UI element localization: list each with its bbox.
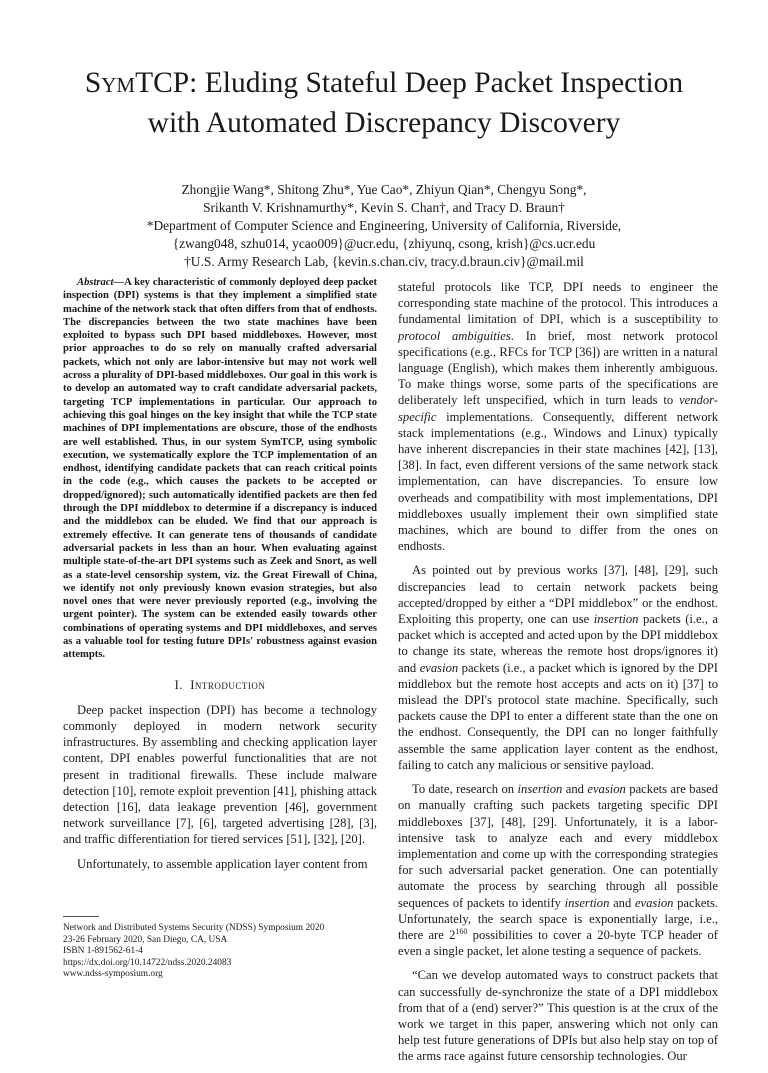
abstract-text: —A key characteristic of commonly deployed deep packet inspection (DPI) systems is that they implement a simplified state machine of the network stack that often differs from that of endhosts. The discrepancies between the two state machines have been exploited to bypass such DPI based middleboxes. However, most prior approaches to do so rely on manually crafted adversarial packets, which not only are labor-intensive but may not work well across a plurality of DPI-based middleboxes. Our goal in this work is to develop an automated way to craft candidate adversarial packets, targeting TCP implementations in particular. Our approach to achieving this goal hinges on the key insight that while the TCP state machines of DPI implementations are obscure, those of the endhosts are well established. Thus, in our system SymTCP, using symbolic execution, we systematically explore the TCP implementation of an endhost, identifying candidate packets that can reach critical points in the code (e.g., which causes the packets to be accepted or dropped/ignored); such automatically identified packets are then fed through the DPI middlebox to determine if a discrepancy is induced and the middlebox can be eluded. We find that our approach is extremely effective. It can generate tens of thousands of candidate adversarial packets in less than an hour. When evaluating against multiple state-of-the-art DPI systems such as Zeek and Snort, as well as a state-level censorship system, viz. the Great Firewall of China, we identify not only previously known evasion strategies, but also novel ones that were never previously reported (e.g., involving the urgent pointer). The system can be extended easily towards other combinations of operating systems and DPI middleboxes, and serves as a valuable tool for testing future DPIs' robustness against evasion attempts. xyxy=(63,277,377,661)
right-paragraph-4: “Can we develop automated ways to construct packets that can successfully de-synchronize the state of a DPI middlebox from that of a (end) server?” This question is at the crux of the work we target in this paper, answering which not only can help test future generations of DPIs but also help stay on top of the arms race against future censorship technologies. Our xyxy=(398,968,718,1064)
authors-line1: Zhongjie Wang*, Shitong Zhu*, Yue Cao*, Zhiyun Qian*, Chengyu Song*, xyxy=(181,182,587,197)
emph-vendor-specific: vendor-specific xyxy=(398,393,718,424)
abstract xyxy=(63,276,377,662)
left-column xyxy=(63,276,377,880)
title-line2: with Automated Discrepancy Discovery xyxy=(147,107,621,139)
affiliation-line1: *Department of Computer Science and Engineering, University of California, Riverside, xyxy=(146,218,622,233)
authors-line2: Srikanth V. Krishnamurthy*, Kevin S. Chan†, and Tracy D. Braun† xyxy=(203,200,565,215)
title-prefix: Sym xyxy=(84,67,136,99)
right-paragraph-1: stateful protocols like TCP, DPI needs to engineer the corresponding state machine of the protocol. This introduces a fundamental limitation of DPI, which is a susceptibility to protocol ambiguities. In brief, most network protocol specifications (e.g., RFCs for TCP [36]) are written in a natural language (English), which makes them inherently ambiguous. To make things worse, some parts of the specifications are deliberately left unspecified, which in turn leads to vendor-specific implementations. Consequently, different network stack implementations (e.g., Windows and Linux) typically have inherent discrepancies in their state machines [42], [13], [38]. In fact, even different versions of the same network stack implementation, can have discrepancies. To ensure low overheads and compatibility with most implementations, DPI middleboxes usually implement their own simplified state machines, which are bound to differ from the ones on endhosts. xyxy=(398,280,718,554)
emph-insertion: insertion xyxy=(593,612,639,627)
footer-note xyxy=(63,923,377,981)
right-paragraph-2: As pointed out by previous works [37], [48], [29], such discrepancies lead to certain network packets being accepted/dropped by either a “DPI middlebox” or the endhost. Exploiting this property, one can use insertion packets (i.e., a packet which is accepted and acted upon by the DPI middlebox to change its state, whereas the remote host drops/ignores it) and evasion packets (i.e., a packet which is ignored by the DPI middlebox but the remote host accepts and acts on it) [37] to mislead the DPI's protocol state machine. Specifically, such packets cause the DPI to enter a different state than the one on the endhost. Consequently, the DPI can no longer faithfully assemble the same application layer content as the endhost, failing to catch any malicious or sensitive payload. xyxy=(398,563,719,772)
emph-protocol-ambiguities: protocol ambiguities xyxy=(398,328,511,343)
section-heading-introduction xyxy=(63,677,377,693)
author-block xyxy=(30,181,738,271)
footer-website-link[interactable]: www.ndss-symposium.org xyxy=(63,969,163,980)
footer-line1: Network and Distributed Systems Security (NDSS) Symposium 2020 xyxy=(63,923,325,933)
affiliation-line3: †U.S. Army Research Lab, {kevin.s.chan.civ, tracy.d.braun.civ}@mail.mil xyxy=(184,254,584,269)
emph-evasion: evasion xyxy=(419,660,459,675)
title-rest: TCP: Eluding Stateful Deep Packet Inspection xyxy=(135,67,684,99)
right-column xyxy=(398,279,718,1073)
section-title: Introduction xyxy=(190,677,266,692)
affiliation-line2: {zwang048, szhu014, ycao009}@ucr.edu, {zhiyunq, csong, krish}@cs.ucr.edu xyxy=(172,236,596,251)
footer-rule xyxy=(63,916,99,917)
right-paragraph-3: To date, research on insertion and evasion packets are based on manually crafting such packets targeting specific DPI middleboxes [37], [48], [29]. Unfortunately, it is a labor-intensive task to analyze each and every middlebox implementation and come up with the corresponding strategies for such adversarial packet generation. One can potentially automate the process by searching through all possible sequences of packets to identify insertion and evasion packets. Unfortunately, the search space is exponentially large, i.e., there are $2^{160}$ possibilities to cover a 20-byte TCP header of even a single packet, let alone testing a sequence of packets. xyxy=(398,782,719,959)
section-number: I. xyxy=(174,677,183,692)
intro-paragraph-1: Deep packet inspection (DPI) has become a technology commonly deployed in modern network security infrastructures. By assembling and checking application layer content, DPI enables powerful functionalities that are not present in traditional firewalls. These include malware detection [10], remote exploit prevention [41], phishing attack detection [16], data leakage prevention [46], government network surveillance [7], [6], targeted advertising [28], [3], and traffic differentiation for tiered services [51], [32], [20]. xyxy=(63,702,377,847)
abstract-label: Abstract xyxy=(77,277,114,288)
footer-line3: ISBN 1-891562-61-4 xyxy=(63,946,143,957)
paper-title xyxy=(30,63,738,143)
footer-line2: 23-26 February 2020, San Diego, CA, USA xyxy=(63,934,228,945)
intro-paragraph-2: Unfortunately, to assemble application layer content from xyxy=(77,856,368,871)
exponent: 160 xyxy=(455,926,468,936)
footer-doi-link[interactable]: https://dx.doi.org/10.14722/ndss.2020.24083 xyxy=(63,957,232,968)
